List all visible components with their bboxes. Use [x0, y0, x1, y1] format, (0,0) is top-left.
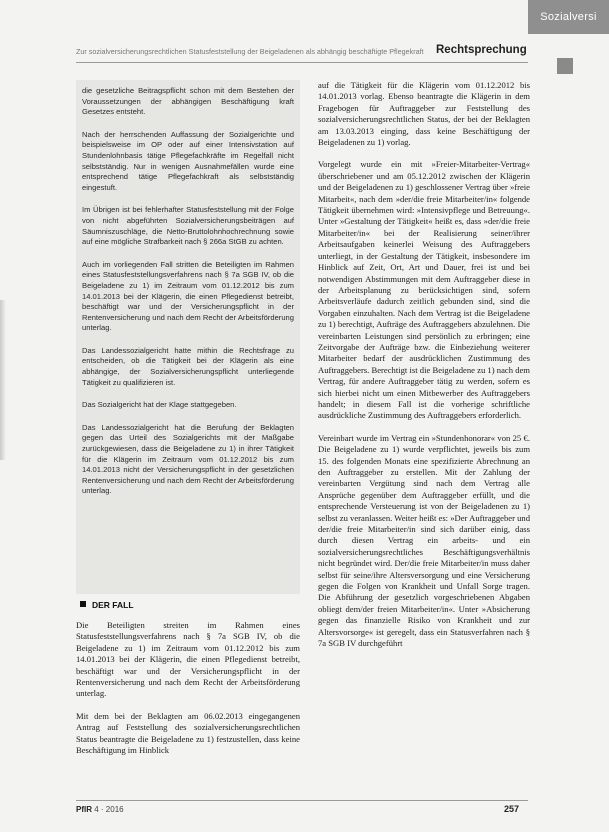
page-number: 257 — [504, 804, 520, 814]
summary-paragraph: Auch im vorliegenden Fall stritten die Beteiligten im Rahmen eines Statusfeststellungsverfahrens nach § 7a SGB IV, ob die Beigeladene zu 1) im Zeitraum vom 01.12.2012 bis zum 14.01.2013 bei der Klägerin, die einen Pflegedienst betreibt, beschäftigt war und der Versicherungspflicht in der Rentenversicherung und nach dem Recht der Arbeitsförderung unterlag. — [82, 259, 294, 333]
heading-bullet-icon — [80, 601, 86, 607]
body-column-left — [76, 620, 300, 767]
category-tab: Sozialversi — [528, 0, 609, 34]
summary-paragraph: die gesetzliche Beitragspflicht schon mit dem Bestehen der Voraussetzungen der abhängigen Beschäftigung kraft Gesetzes entsteht. — [82, 86, 294, 117]
summary-paragraph: Das Sozialgericht hat der Klage stattgegeben. — [82, 400, 237, 410]
body-column-right — [318, 80, 530, 661]
summary-box — [76, 80, 300, 594]
journal-issue: 4 · 2016 — [94, 805, 124, 814]
body-paragraph: auf die Tätigkeit für die Klägerin vom 01.12.2012 bis 14.01.2013 vorlag. Ebenso beantragte die Klägerin in dem Fragebogen für Auftraggeber zur Feststellung des sozialversicherungsrechtlichen Status, der bei der Beklagten am 13.03.2013 einging, dass keine Beschäftigung der Beigeladenen zu 1) vorlag. — [318, 80, 530, 148]
body-paragraph: Mit dem bei der Beklagten am 06.02.2013 eingegangenen Antrag auf Feststellung des sozialversicherungsrechtlichen Status beantragte die Beigeladene zu 1) festzustellen, dass keine Beschäftigung im Hinblick — [76, 710, 300, 756]
journal-name: PflR — [76, 805, 92, 814]
running-header: Zur sozialversicherungsrechtlichen Statusfeststellung der Beigeladenen als abhängig beschäftigte Pflegekraft — [76, 47, 424, 56]
footer-citation — [76, 805, 124, 814]
header-divider — [76, 62, 528, 63]
body-paragraph: Vorgelegt wurde ein mit »Freier-Mitarbeiter-Vertrag« überschriebener und am 05.12.2012 zwischen der Klägerin und der Beigeladenen zu 1) geschlossener Vertrag über »freie Mitarbeit«, nach dem »der/die freie Mitarbeiter/in« folgende Tätigkeit übernehmen wird: »Intensivpflege und Betreuung«. Unter »Gestaltung der Tätigkeit« heißt es, dass »der/die freie Mitarbeiter/in« bei der Realisierung seiner/ihrer Arbeitsaufgaben keinerlei Weisung des Auftraggebers unterliegt, in der Gestaltung der Tätigkeit, insbesondere im Hinblick auf Zeit, Ort, Art und Dauer, frei ist und bei notwendigen Abstimmungen mit dem Auftraggeber diese in der Arbeitsplanung zu berücksichtigen sind, sofern Arbeitsverläufe dadurch zeitlich gebunden sind, sind die Vorgaben einzuhalten. Nach dem Vertrag ist die Beigeladene zu 1) berechtigt, Aufträge des Auftraggebers abzulehnen. Die vereinbarten Leistungen sind persönlich zu erbringen; eine Zeitvorgabe der Aufträge bzw. die Einbeziehung weiterer Mitarbeiter bedarf der ausdrücklichen Zustimmung des Auftraggebers. Berechtigt ist die Beigeladene zu 1) nach dem Vertrag, für andere Auftraggeber tätig zu werden, sofern es sich hierbei nicht um einen Mitbewerber des Auftraggebers handelt; in diesem Fall ist die vorherige schriftliche ausdrückliche Zustimmung des Auftraggebers erforderlich. — [318, 159, 530, 421]
footer-divider — [76, 800, 528, 801]
summary-paragraph: Das Landessozialgericht hatte mithin die Rechtsfrage zu entscheiden, ob die Tätigkeit bei der Klägerin als eine abhängige, der Sozialversicherungspflicht unterliegende Tätigkeit zu qualifizieren ist. — [82, 345, 294, 387]
binding-shadow — [0, 300, 6, 460]
section-title: Rechtsprechung — [436, 44, 527, 56]
body-paragraph: Vereinbart wurde im Vertrag ein »Stundenhonorar« von 25 €. Die Beigeladene zu 1) wurde verpflichtet, jeweils bis zum 15. des folgenden Monats eine spezifizierte Abrechnung an den Auftraggeber zu erstellen. Mit der Zahlung der vereinbarten Vergütung sind nach dem Vertrag alle Ansprüche gegenüber dem Auftraggeber erfüllt, und die entsprechende Versteuerung ist von der Beigeladenen zu 1) selbst zu veranlassen. Weiter heißt es: »Der Auftraggeber und der/die freie Mitarbeiter/in sind sich darüber einig, dass durch diesen Vertrag ein arbeits- und ein sozialversicherungsrechtliches Beschäftigungsverhältnis nicht begründet wird. Der/die freie Mitarbeiter/in muss daher selbst für seine/ihre Altersversorgung und eine Versicherung gegen die Folgen von Krankheit und Unfall Sorge tragen. Die Abführung der gesetzlich vorgeschriebenen Abgaben obliegt dem/der freien Mitarbeiter/in«. Unter »Absicherung gegen das finanzielle Risiko von Krankheit und zur Altersvorsorge« ist geregelt, dass ein Statusverfahren nach § 7a SGB IV durchgeführt — [318, 432, 530, 649]
summary-paragraph: Im Übrigen ist bei fehlerhafter Statusfeststellung mit der Folge von nicht abgeführten Sozialversicherungsbeiträgen auf Säumniszuschläge, die Netto-Bruttolohnhochrechnung sowie auf eine mögliche Strafbarkeit nach § 266a StGB zu achten. — [82, 205, 294, 247]
case-heading-label: DER FALL — [92, 600, 134, 610]
body-paragraph: Die Beteiligten streiten im Rahmen eines Statusfeststellungsverfahrens nach § 7a SGB IV, ob die Beigeladene zu 1) im Zeitraum vom 01.12.2012 bis zum 14.01.2013 bei der Klägerin, die einen Pflegedienst betreibt, beschäftigt war und der Versicherungspflicht in der Rentenversicherung und nach dem Recht der Arbeitsförderung unterlag. — [76, 620, 300, 699]
section-marker-square — [557, 58, 573, 74]
summary-paragraph: Nach der herrschenden Auffassung der Sozialgerichte und beispielsweise im OP oder auf einer Intensivstation auf Stundenlohnbasis tätige Pflegefachkräfte im Regelfall nicht selbstständig. Nur in wenigen Ausnahmefällen wurde eine entsprechend tätige Pflegefachkraft als selbstständig eingestuft. — [82, 129, 294, 192]
case-heading — [80, 600, 134, 610]
summary-paragraph: Das Landessozialgericht hat die Berufung der Beklagten gegen das Urteil des Sozialgerichts mit der Maßgabe zurückgewiesen, dass die Beigeladene zu 1) in ihrer Tätigkeit für die Klägerin im Zeitraum vom 01.12.2012 bis zum 14.01.2013 nicht der Versicherungspflicht in der gesetzlichen Rentenversicherung und nach dem Recht der Arbeitsförderung unterlag. — [82, 422, 294, 496]
